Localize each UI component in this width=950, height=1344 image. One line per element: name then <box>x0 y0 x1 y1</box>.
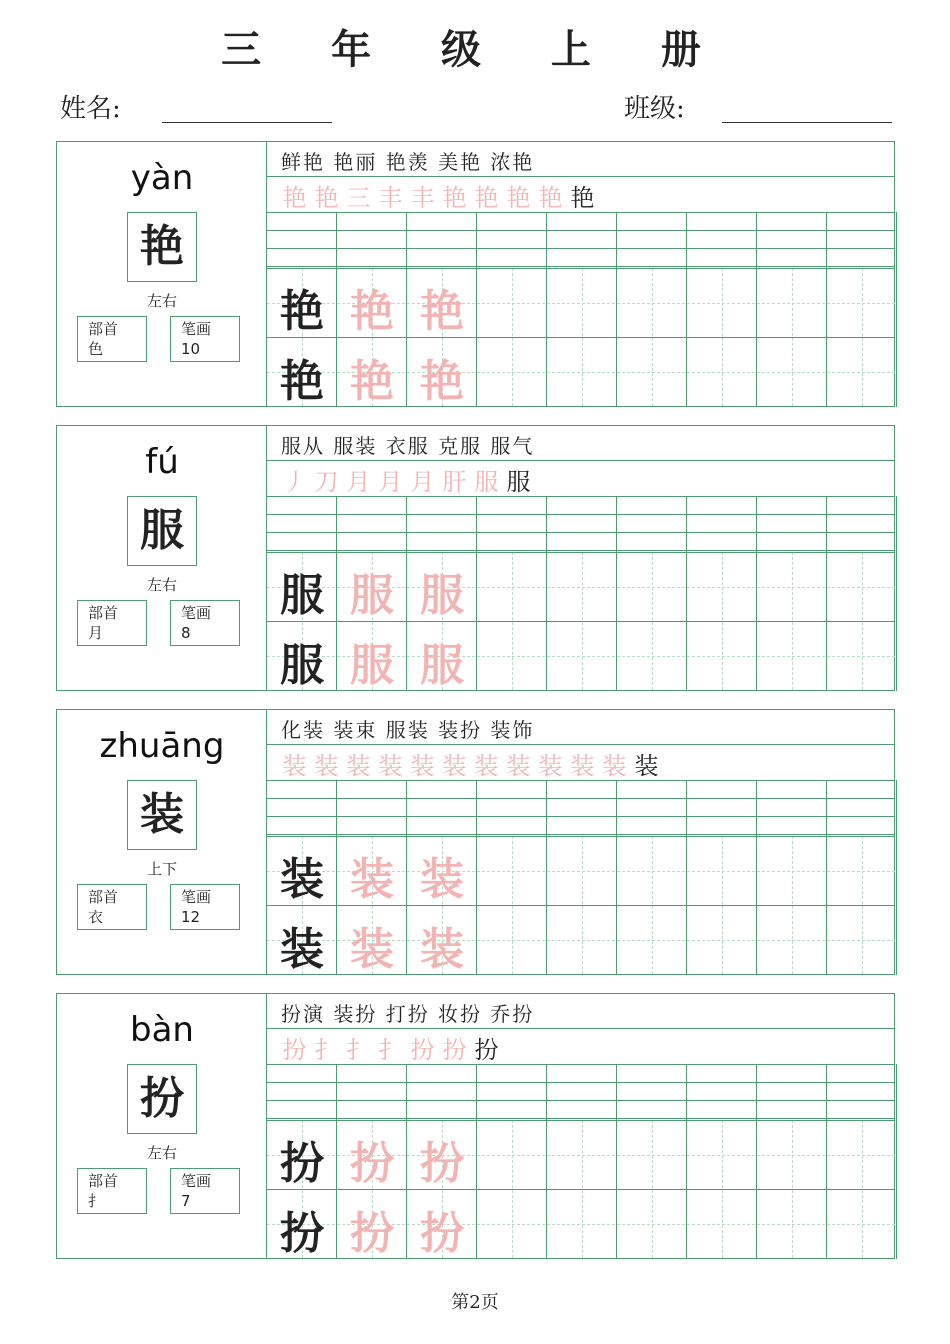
stroke-step: 扌 <box>314 1036 340 1064</box>
trace-character: 扮 <box>420 1138 464 1189</box>
stroke-step: 装 <box>570 752 596 780</box>
stroke-step: 肝 <box>442 468 468 496</box>
stroke-step: 装 <box>506 752 532 780</box>
radical-value: 扌 <box>88 1192 104 1210</box>
trace-character: 装 <box>420 854 464 905</box>
strokes-label: 笔画 <box>181 320 212 338</box>
strokes-label: 笔画 <box>181 888 212 906</box>
radical-box <box>77 316 147 362</box>
model-character: 服 <box>280 570 324 621</box>
stroke-step: 装 <box>602 752 628 780</box>
structure-label: 左右 <box>146 576 177 594</box>
stroke-step: 扮 <box>442 1036 468 1064</box>
card-info-panel <box>57 710 267 974</box>
stroke-order-row <box>279 462 535 497</box>
stroke-step: 月 <box>378 468 404 496</box>
stroke-step: 丰 <box>378 184 404 212</box>
radical-box <box>77 1168 147 1214</box>
radical-value: 月 <box>88 624 104 642</box>
stroke-step: 服 <box>506 468 532 496</box>
strokes-value: 7 <box>181 1192 191 1210</box>
practice-panel <box>267 710 895 974</box>
strokes-box <box>170 1168 240 1214</box>
strokes-label: 笔画 <box>181 1172 212 1190</box>
stroke-step: 月 <box>346 468 372 496</box>
practice-panel <box>267 426 895 690</box>
trace-character: 服 <box>420 640 464 691</box>
trace-character: 服 <box>420 570 464 621</box>
stroke-step: 艳 <box>474 184 500 212</box>
character-card <box>56 993 895 1259</box>
stroke-step: 装 <box>378 752 404 780</box>
model-character: 装 <box>280 854 324 905</box>
radical-label: 部首 <box>88 320 119 338</box>
character-card <box>56 425 895 691</box>
trace-character: 装 <box>350 854 394 905</box>
stroke-step: 服 <box>474 468 500 496</box>
stroke-step: 三 <box>346 184 372 212</box>
trace-character: 装 <box>350 924 394 975</box>
word-list: 鲜艳 艳丽 艳羡 美艳 浓艳 <box>281 150 535 174</box>
trace-character: 扮 <box>350 1138 394 1189</box>
word-list: 服从 服装 衣服 克服 服气 <box>281 434 535 458</box>
name-line[interactable] <box>162 122 332 123</box>
structure-label: 左右 <box>146 292 177 310</box>
character-card <box>56 709 895 975</box>
trace-character: 艳 <box>350 356 394 407</box>
strokes-box <box>170 884 240 930</box>
trace-character: 服 <box>350 640 394 691</box>
trace-character: 艳 <box>420 356 464 407</box>
stroke-step: 丰 <box>410 184 436 212</box>
strokes-value: 8 <box>181 624 191 642</box>
pinyin: fú <box>145 442 179 482</box>
trace-character: 艳 <box>350 286 394 337</box>
stroke-step: 装 <box>538 752 564 780</box>
pinyin: zhuāng <box>99 726 225 766</box>
card-info-panel <box>57 142 267 406</box>
character-box: 艳 <box>127 212 197 282</box>
pinyin: yàn <box>130 158 194 198</box>
character-box: 装 <box>127 780 197 850</box>
radical-box <box>77 600 147 646</box>
character-box: 服 <box>127 496 197 566</box>
trace-character: 装 <box>420 924 464 975</box>
stroke-step: 艳 <box>442 184 468 212</box>
model-character: 装 <box>280 924 324 975</box>
radical-value: 色 <box>88 340 104 358</box>
model-character: 艳 <box>280 286 324 337</box>
radical-label: 部首 <box>88 1172 119 1190</box>
stroke-step: 艳 <box>570 184 596 212</box>
card-info-panel <box>57 994 267 1258</box>
class-line[interactable] <box>722 122 892 123</box>
word-list: 化装 装束 服装 装扮 装饰 <box>281 718 535 742</box>
practice-panel <box>267 142 895 406</box>
model-character: 艳 <box>280 356 324 407</box>
stroke-order-row <box>279 1030 503 1065</box>
stroke-step: 装 <box>410 752 436 780</box>
strokes-value: 10 <box>181 340 201 358</box>
model-character: 服 <box>280 640 324 691</box>
radical-box <box>77 884 147 930</box>
pinyin: bàn <box>130 1010 194 1050</box>
stroke-order-row <box>279 178 599 213</box>
stroke-step: 扮 <box>474 1036 500 1064</box>
stroke-step: 丿 <box>282 468 308 496</box>
trace-character: 服 <box>350 570 394 621</box>
stroke-step: 月 <box>410 468 436 496</box>
word-list: 扮演 装扮 打扮 妆扮 乔扮 <box>281 1002 535 1026</box>
stroke-step: 艳 <box>538 184 564 212</box>
card-info-panel <box>57 426 267 690</box>
name-label: 姓名: <box>60 94 121 124</box>
trace-character: 扮 <box>420 1208 464 1259</box>
stroke-step: 扮 <box>410 1036 436 1064</box>
radical-label: 部首 <box>88 604 119 622</box>
radical-value: 衣 <box>88 908 104 926</box>
stroke-step: 装 <box>442 752 468 780</box>
stroke-step: 艳 <box>506 184 532 212</box>
stroke-step: 扮 <box>282 1036 308 1064</box>
structure-label: 左右 <box>146 1144 177 1162</box>
model-character: 扮 <box>280 1138 324 1189</box>
stroke-step: 扌 <box>346 1036 372 1064</box>
character-box: 扮 <box>127 1064 197 1134</box>
stroke-step: 装 <box>634 752 660 780</box>
strokes-value: 12 <box>181 908 201 926</box>
strokes-box <box>170 600 240 646</box>
trace-character: 艳 <box>420 286 464 337</box>
page-title: 三 年 级 上 册 <box>221 26 729 73</box>
class-label: 班级: <box>624 94 685 124</box>
radical-label: 部首 <box>88 888 119 906</box>
stroke-step: 刀 <box>314 468 340 496</box>
stroke-step: 装 <box>474 752 500 780</box>
stroke-step: 装 <box>346 752 372 780</box>
stroke-order-row <box>279 746 663 781</box>
structure-label: 上下 <box>146 860 177 878</box>
practice-panel <box>267 994 895 1258</box>
page-number: 第2页 <box>451 1292 499 1313</box>
stroke-step: 装 <box>314 752 340 780</box>
stroke-step: 装 <box>282 752 308 780</box>
strokes-box <box>170 316 240 362</box>
model-character: 扮 <box>280 1208 324 1259</box>
stroke-step: 艳 <box>314 184 340 212</box>
stroke-step: 扌 <box>378 1036 404 1064</box>
stroke-step: 艳 <box>282 184 308 212</box>
trace-character: 扮 <box>350 1208 394 1259</box>
strokes-label: 笔画 <box>181 604 212 622</box>
character-card <box>56 141 895 407</box>
